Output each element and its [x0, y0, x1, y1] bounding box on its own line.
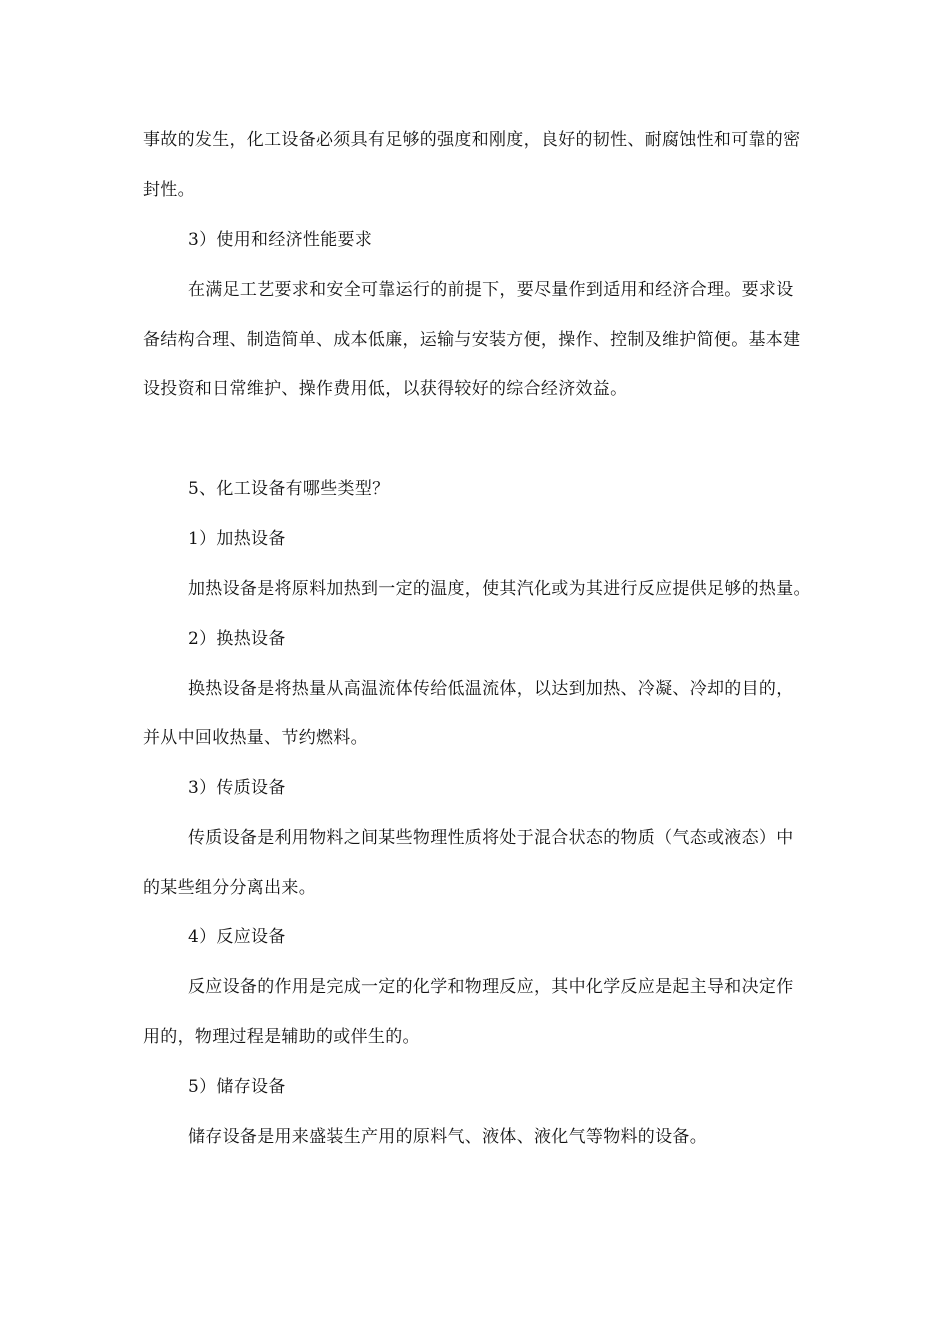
paragraph-line: 备结构合理、制造简单、成本低廉，运输与安装方便，操作、控制及维护简便。基本建 [143, 330, 801, 350]
paragraph-line: 在满足工艺要求和安全可靠运行的前提下，要尽量作到适用和经济合理。要求设 [188, 280, 794, 300]
section-heading: 5）储存设备 [188, 1077, 286, 1097]
paragraph-line: 反应设备的作用是完成一定的化学和物理反应，其中化学反应是起主导和决定作 [188, 977, 794, 997]
section-heading: 1）加热设备 [188, 529, 286, 549]
paragraph-line: 并从中回收热量、节约燃料。 [143, 728, 368, 748]
paragraph-line: 事故的发生，化工设备必须具有足够的强度和刚度，良好的韧性、耐腐蚀性和可靠的密 [143, 130, 801, 150]
question-heading: 5、化工设备有哪些类型？ [188, 479, 390, 499]
section-heading: 2）换热设备 [188, 629, 286, 649]
section-heading: 3）传质设备 [188, 778, 286, 798]
paragraph-line: 设投资和日常维护、操作费用低，以获得较好的综合经济效益。 [143, 379, 628, 399]
section-heading: 3）使用和经济性能要求 [188, 230, 373, 250]
paragraph-line: 加热设备是将原料加热到一定的温度，使其汽化或为其进行反应提供足够的热量。 [188, 579, 811, 599]
section-heading: 4）反应设备 [188, 927, 286, 947]
paragraph-line: 用的，物理过程是辅助的或伴生的。 [143, 1027, 420, 1047]
paragraph-line: 储存设备是用来盛装生产用的原料气、液体、液化气等物料的设备。 [188, 1127, 707, 1147]
paragraph-line: 封性。 [143, 180, 195, 200]
paragraph-line: 换热设备是将热量从高温流体传给低温流体，以达到加热、冷凝、冷却的目的， [188, 679, 794, 699]
paragraph-line: 传质设备是利用物料之间某些物理性质将处于混合状态的物质（气态或液态）中 [188, 828, 794, 848]
paragraph-line: 的某些组分分离出来。 [143, 878, 316, 898]
